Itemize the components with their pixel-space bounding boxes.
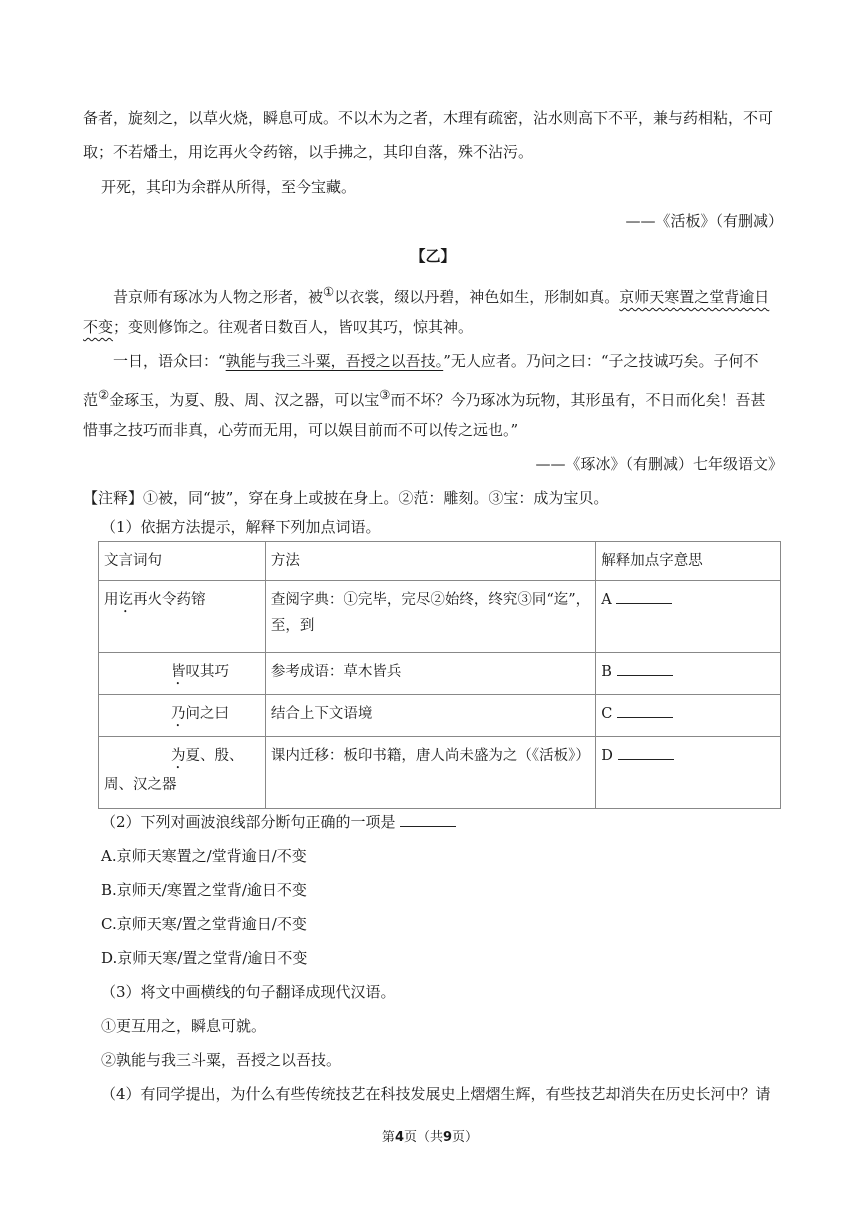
passage-yi-text: 一日，语众曰：“ [113,352,226,370]
wavy-underlined-phrase: 京师天寒置之堂背逾日 [619,288,770,306]
footnote-marker: ① [323,284,335,299]
table-header-cell: 方法 [265,542,595,581]
passage-yi-text: 以衣裳，缀以丹碧，神色如生，形制如真。 [334,288,620,306]
dotted-character: 讫 [118,592,133,608]
passage-jia-source: ——《活板》（有删减） [625,212,783,230]
answer-cell [596,581,781,653]
phrase-cell [99,695,266,737]
passage-yi-p2-line-3: 惜事之技巧而非真，心劳而无用，可以娱目前而不可以传之远也。” [83,421,519,439]
underlined-sentence: 孰能与我三斗粟，吾授之以吾技。 [225,352,444,370]
passage-jia-line-2: 取；不若燔土，用讫再火令药镕，以手拂之，其印自落，殊不沾污。 [83,143,534,161]
passage-yi-text: ；变则修饰之。往观者日数百人，皆叹其巧，惊其神。 [113,318,474,336]
phrase-cell [99,581,266,653]
method-cell: 查阅字典：①完毕，完尽②始终，终究③同“迄”，至，到 [265,581,595,653]
section-heading-yi: 【乙】 [410,247,456,265]
question-3-prompt: （3）将文中画横线的句子翻译成现代汉语。 [101,983,396,1001]
answer-cell [596,695,781,737]
answer-label: B [601,664,612,680]
question-4-prompt: （4）有同学提出，为什么有些传统技艺在科技发展史上熠熠生辉，有些技艺却消失在历史长河中？请 [101,1085,771,1103]
phrase-text: 叹其巧 [185,664,229,680]
answer-blank[interactable] [616,587,672,604]
method-cell: 参考成语：草木皆兵 [265,653,595,695]
answer-label: D [601,748,613,764]
current-page-number: 4 [394,1130,404,1145]
answer-blank[interactable] [617,701,673,718]
dotted-character: 为 [171,748,186,764]
passage-yi-text: ”无人应者。乃问之曰：“子之技诚巧矣。子何不 [443,352,759,370]
wavy-underlined-phrase: 不变 [83,318,114,336]
dotted-character: 皆 [171,664,186,680]
table-header-cell: 解释加点字意思 [596,542,781,581]
answer-label: A [601,592,612,608]
passage-yi-p1-line-2 [83,310,783,344]
table-row [99,653,781,695]
question-3-item-1: ①更互用之，瞬息可就。 [101,1017,267,1035]
footer-text: 页） [452,1130,479,1145]
footnote-marker: ③ [379,387,391,402]
option-d: D.京师天寒/置之堂背/逾日不变 [101,949,308,967]
phrase-text: 再火令药镕 [133,592,206,608]
answer-blank[interactable] [400,810,456,827]
passage-jia-line-1: 备者，旋刻之，以草火烧，瞬息可成。不以木为之者，木理有疏密，沾水则高下不平，兼与药相粘，不可 [83,109,774,127]
passage-yi-source: ——《琢冰》（有删减）七年级语文》 [535,455,783,473]
answer-cell [596,737,781,809]
question-3-item-2: ②孰能与我三斗粟，吾授之以吾技。 [101,1051,342,1069]
passage-yi-p1-line-1 [113,275,813,314]
answer-blank[interactable] [617,659,673,676]
dotted-character: 乃 [171,706,186,722]
vocabulary-table [98,541,781,809]
phrase-cell [99,653,266,695]
total-page-number: 9 [443,1130,453,1145]
table-row [99,695,781,737]
passage-yi-text: 范 [83,391,99,409]
method-cell: 结合上下文语境 [265,695,595,737]
phrase-text: 用 [104,592,119,608]
answer-label: C [601,706,613,722]
footer-text: 页（共 [403,1130,443,1145]
phrase-text: 问之曰 [185,706,229,722]
annotation-notes: 【注释】①被，同“披”，穿在身上或披在身上。②范：雕刻。③宝：成为宝贝。 [83,489,609,507]
option-a: A.京师天寒置之/堂背逾日/不变 [101,847,307,865]
question-2-prompt [101,805,801,839]
answer-cell [596,653,781,695]
footer-text: 第 [381,1130,395,1145]
passage-jia-line-3: 开死，其印为余群从所得，至今宝藏。 [101,178,357,196]
question-text: （2）下列对画波浪线部分断句正确的一项是 [101,813,396,831]
answer-blank[interactable] [618,743,674,760]
passage-yi-text: 金琢玉，为夏、殷、周、汉之器，可以宝 [109,391,380,409]
passage-yi-p2-line-1 [113,344,813,378]
question-1-prompt: （1）依据方法提示，解释下列加点词语。 [101,518,381,536]
table-row [99,581,781,653]
passage-yi-p2-line-2 [83,378,783,417]
option-c: C.京师天寒/置之堂背逾日/不变 [101,915,307,933]
footnote-marker: ② [98,387,110,402]
option-b: B.京师天/寒置之堂背/逾日不变 [101,881,307,899]
table-header-row [99,542,781,581]
method-cell: 课内迁移：板印书籍，唐人尚未盛为之（《活板》） [265,737,595,809]
passage-yi-text: 昔京师有琢冰为人物之形者，被 [113,288,324,306]
table-header-cell: 文言词句 [99,542,266,581]
table-row [99,737,781,809]
phrase-cell [99,737,266,809]
passage-yi-text: 而不坏？今乃琢冰为玩物，其形虽有，不日而化矣！吾甚 [390,391,766,409]
phrase-text: 夏、殷、周、汉之器 [104,748,244,793]
page-footer [0,1126,860,1145]
